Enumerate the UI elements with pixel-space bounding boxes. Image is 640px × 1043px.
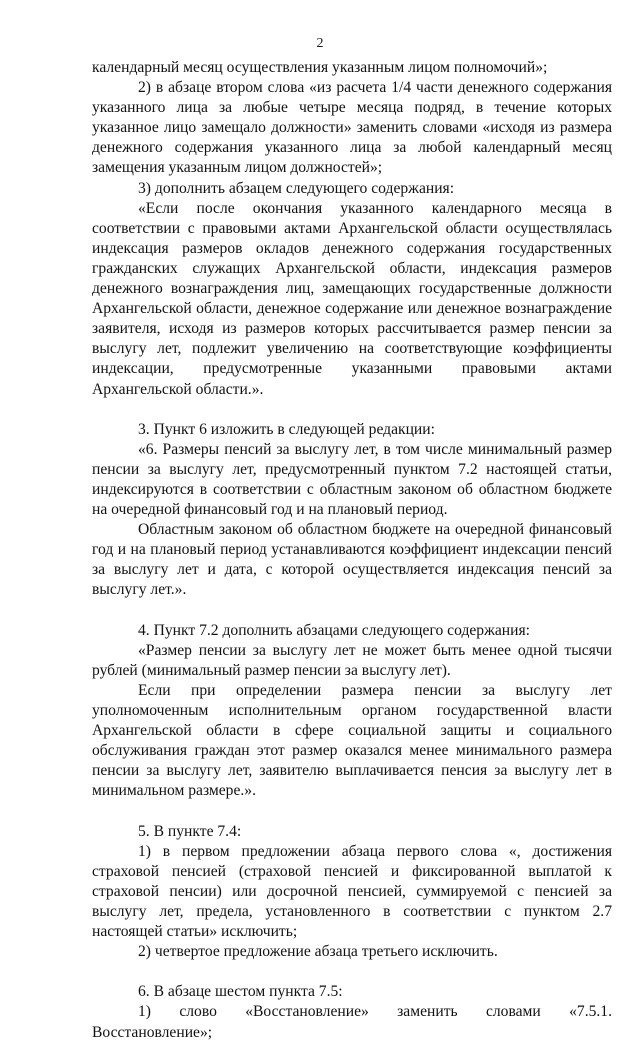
document-body [92, 58, 612, 1043]
paragraph: календарный месяц осуществления указанным лицом полномочий»; [92, 59, 548, 76]
paragraph: «Размер пенсии за выслугу лет не может быть менее одной тысячи рублей (минимальный размер пенсии за выслугу лет). [92, 641, 612, 679]
paragraph: 3) дополнить абзацем следующего содержания: [138, 179, 455, 197]
paragraph: Областным законом об областном бюджете на очередной финансовый год и на плановый период устанавливаются коэффициент индексации пенсий за выслугу лет и дата, с которой осуществляется индексация пенсий за выслугу лет.». [92, 521, 612, 599]
paragraph: 6. В абзаце шестом пункта 7.5: [138, 983, 343, 1001]
paragraph: 5. В пункте 7.4: [138, 822, 242, 840]
paragraph: «6. Размеры пенсий за выслугу лет, в том числе минимальный размер пенсии за выслугу лет, предусмотренный пунктом 7.2 настоящей статьи, индексируются в соответствии с областным законом об областном бюджете на очередной финансовый год и на плановый период. [92, 440, 612, 519]
paragraph: 1) слово «Восстановление» заменить словами «7.5.1. Восстановление»; [92, 1003, 612, 1041]
paragraph: 4. Пункт 7.2 дополнить абзацами следующего содержания: [138, 621, 530, 639]
paragraph: 2) в абзаце втором слова «из расчета 1/4 части денежного содержания указанного лица за любые четыре месяца подряд, в течение которых указанное лицо замещало должности» заменить словами «исходя из размера денежного содержания указанного лица за любой календарный месяц замещения указанным лицом должностей»; [92, 79, 612, 177]
paragraph: 2) четвертое предложение абзаца третьего исключить. [138, 943, 498, 961]
paragraph: 3. Пункт 6 изложить в следующей редакции: [138, 420, 435, 438]
page-number: 2 [316, 36, 324, 51]
paragraph: Если при определении размера пенсии за выслугу лет уполномоченным исполнительным органом государственной власти Архангельской области в сфере социальной защиты и социального обслуживания граждан этот размер оказался менее минимального размера пенсии за выслугу лет, заявителю выплачивается пенсия за выслугу лет в минимальном размере.». [92, 681, 612, 800]
paragraph: 1) в первом предложении абзаца первого слова «, достижения страховой пенсией (страховой пенсией и фиксированной выплатой к страховой пенсии) или досрочной пенсией, суммируемой с пенсией за выслугу лет, предела, установленного в соответствии с пунктом 2.7 настоящей статьи» исключить; [92, 842, 612, 941]
paragraph: «Если после окончания указанного календарного месяца в соответствии с правовыми актами Архангельской области осуществлялась индексация размеров окладов денежного содержания государственных гражданских служащих Архангельской области, индексация размеров денежного вознаграждения лиц, замещающих государственные должности Архангельской области, денежное содержание или денежное вознаграждение заявителя, исходя из размеров которых рассчитывается размер пенсии за выслугу лет, подлежит увеличению на соответствующие коэффициенты индексации, предусмотренные указанными правовыми актами Архангельской области.». [92, 199, 612, 398]
